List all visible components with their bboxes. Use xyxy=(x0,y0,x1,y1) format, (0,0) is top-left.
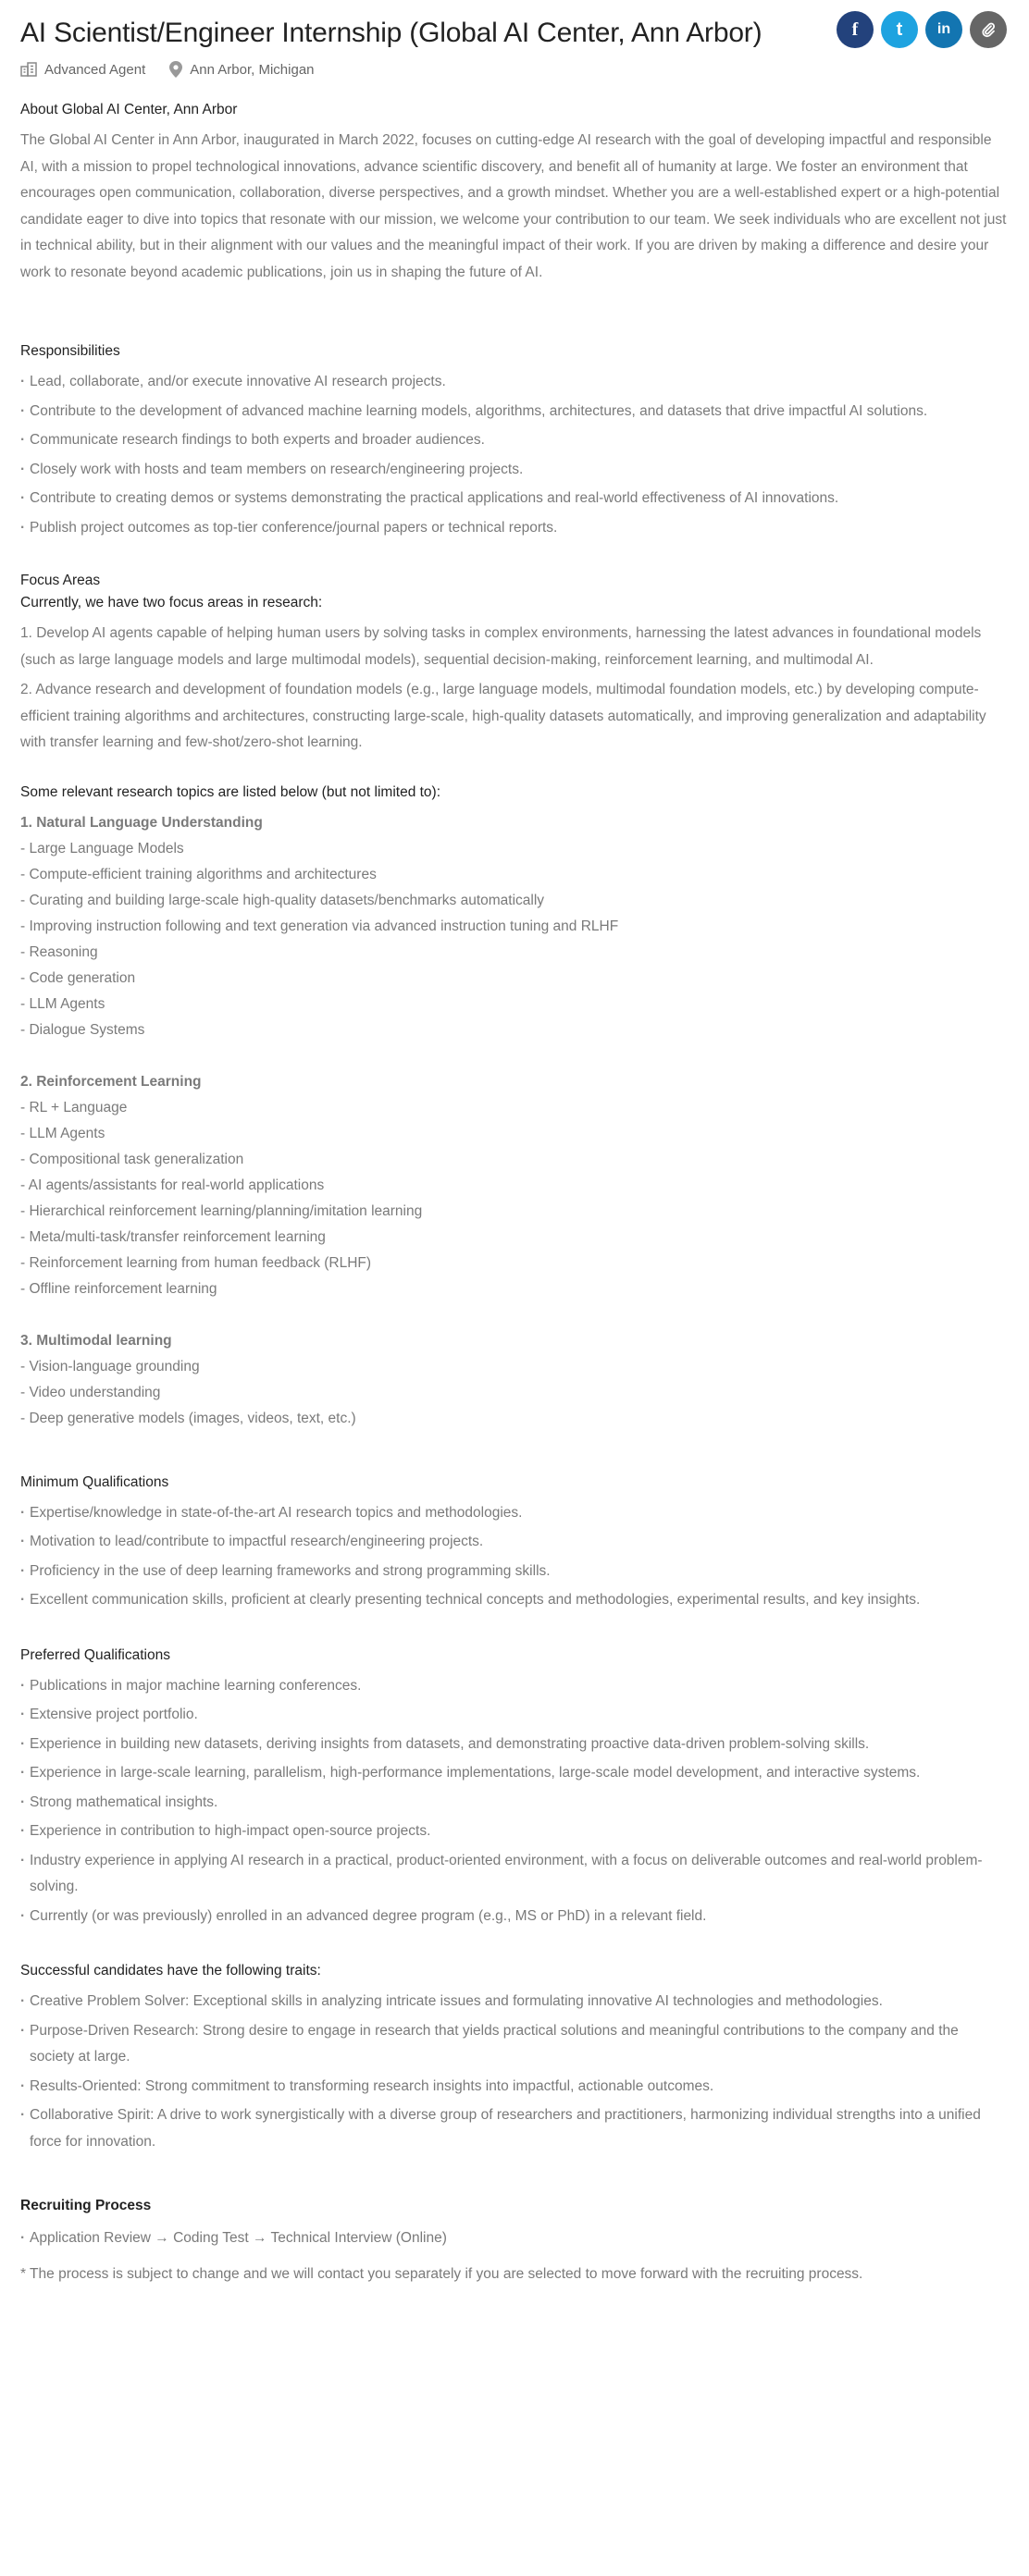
focus-title: Focus Areas xyxy=(20,573,101,588)
topic-item: - LLM Agents xyxy=(20,1125,105,1141)
about-body: The Global AI Center in Ann Arbor, inaugurated in March 2022, focuses on cutting-edge AI research with the goal of developing impactful and responsible AI, with a mission to propel technological innovations, advance scientific discovery, and benefit all of humanity at large. We foster an environment that encourages open communication, collaboration, diverse perspectives, and a growth mindset. Whether you are a well-established expert or a high-potential candidate eager to dive into topics that resonate with our mission, we welcome your contribution to our team. We seek individuals who are excellent not just in technical ability, but in their alignment with our values and the meaningful impact of their work. If you are driven by making a difference and desire your work to resonate beyond academic publications, join us in shaping the future of AI. xyxy=(20,132,1007,280)
focus-section xyxy=(20,571,1007,757)
list-item: · Publish project outcomes as top-tier conference/journal papers or technical reports. xyxy=(20,515,1007,542)
topic-item: - Meta/multi-task/transfer reinforcement learning xyxy=(20,1228,326,1245)
topic-item: - Curating and building large-scale high-quality datasets/benchmarks automatically xyxy=(20,892,545,908)
topic-item: - Deep generative models (images, videos, text, etc.) xyxy=(20,1410,356,1426)
topic-item: - Reinforcement learning from human feedback (RLHF) xyxy=(20,1254,372,1271)
job-category-label: Advanced Agent xyxy=(44,61,146,78)
list-item: · Application Review → Coding Test → Technical Interview (Online) xyxy=(20,2225,1007,2252)
linkedin-share-button[interactable] xyxy=(925,11,962,48)
list-item: · Purpose-Driven Research: Strong desire to engage in research that yields practical solutions and meaningful contributions to the company and the society at large. xyxy=(20,2018,1007,2071)
topic-item: - Reasoning xyxy=(20,943,98,960)
list-item: · Communicate research findings to both experts and broader audiences. xyxy=(20,427,1007,454)
list-item: · Currently (or was previously) enrolled in an advanced degree program (e.g., MS or PhD) in a relevant field. xyxy=(20,1904,1007,1930)
topic-group xyxy=(20,1328,1007,1432)
pref-qualifications-section xyxy=(20,1645,1007,1930)
facebook-share-button[interactable] xyxy=(837,11,874,48)
topic-group xyxy=(20,1069,1007,1302)
recruiting-note: * The process is subject to change and we will contact you separately if you are selected to move forward with the recruiting process. xyxy=(20,2265,863,2282)
min-qualifications-section xyxy=(20,1473,1007,1614)
list-item: · Creative Problem Solver: Exceptional skills in analyzing intricate issues and formulating innovative AI technologies and methodologies. xyxy=(20,1989,1007,2015)
list-item: · Strong mathematical insights. xyxy=(20,1790,1007,1817)
focus-item: 2. Advance research and development of foundation models (e.g., large language models, multimodal foundation models, etc.) by developing compute-efficient training algorithms and architectures, constructing large-scale, high-quality datasets automatically, and improving generalization and adaptability with transfer learning and few-shot/zero-shot learning. xyxy=(20,682,986,750)
topic-item: - Vision-language grounding xyxy=(20,1358,200,1374)
list-item: · Experience in contribution to high-impact open-source projects. xyxy=(20,1818,1007,1845)
twitter-share-button[interactable] xyxy=(881,11,918,48)
pref-qualifications-title: Preferred Qualifications xyxy=(20,1646,170,1663)
about-title: About Global AI Center, Ann Arbor xyxy=(20,102,238,117)
list-item: · Collaborative Spirit: A drive to work synergistically with a diverse group of researchers and practitioners, harmonizing individual strengths into a unified force for innovation. xyxy=(20,2102,1007,2155)
topic-group xyxy=(20,810,1007,1043)
list-item: · Experience in large-scale learning, parallelism, high-performance implementations, large-scale model development, and interactive systems. xyxy=(20,1760,1007,1787)
list-item: · Extensive project portfolio. xyxy=(20,1702,1007,1729)
linkedin-icon: in xyxy=(936,21,951,37)
facebook-icon: f xyxy=(851,18,859,40)
recruiting-steps xyxy=(20,2225,1007,2252)
min-qualifications-title: Minimum Qualifications xyxy=(20,1473,169,1490)
page-title: AI Scientist/Engineer Internship (Global AI Center, Ann Arbor) xyxy=(20,18,762,48)
pref-qualifications-list xyxy=(20,1673,1007,1930)
focus-intro: Currently, we have two focus areas in research: xyxy=(20,595,323,610)
building-icon xyxy=(20,62,37,77)
list-item: · Results-Oriented: Strong commitment to transforming research insights into impactful, actionable outcomes. xyxy=(20,2074,1007,2101)
list-item: · Motivation to lead/contribute to impactful research/engineering projects. xyxy=(20,1529,1007,1556)
list-item: · Contribute to creating demos or systems demonstrating the practical applications and real-world effectiveness of AI innovations. xyxy=(20,486,1007,512)
topic-item: - Improving instruction following and text generation via advanced instruction tuning and RLHF xyxy=(20,918,619,934)
recruiting-title: Recruiting Process xyxy=(20,2198,152,2213)
topic-item: - AI agents/assistants for real-world applications xyxy=(20,1177,325,1193)
paperclip-icon xyxy=(980,21,997,38)
topic-heading: 1. Natural Language Understanding xyxy=(20,814,263,831)
job-meta xyxy=(20,61,1007,78)
copy-link-button[interactable] xyxy=(970,11,1007,48)
list-item: · Proficiency in the use of deep learning frameworks and strong programming skills. xyxy=(20,1559,1007,1585)
twitter-icon: t xyxy=(896,18,903,40)
traits-section xyxy=(20,1961,1007,2155)
job-location-label: Ann Arbor, Michigan xyxy=(190,61,315,78)
recruiting-section xyxy=(20,2196,1007,2287)
list-item: · Experience in building new datasets, deriving insights from datasets, and demonstrating proactive data-driven problem-solving skills. xyxy=(20,1732,1007,1758)
share-buttons xyxy=(837,11,1007,48)
list-item: · Closely work with hosts and team members on research/engineering projects. xyxy=(20,457,1007,484)
topic-item: - Video understanding xyxy=(20,1384,161,1400)
list-item: · Expertise/knowledge in state-of-the-art AI research topics and methodologies. xyxy=(20,1500,1007,1527)
topics-intro: Some relevant research topics are listed below (but not limited to): xyxy=(20,783,441,800)
topic-item: - Compute-efficient training algorithms and architectures xyxy=(20,866,377,882)
list-item: · Contribute to the development of advanced machine learning models, algorithms, architectures, and datasets that drive impactful AI solutions. xyxy=(20,399,1007,425)
topics-section xyxy=(20,783,1007,1432)
topic-item: - RL + Language xyxy=(20,1099,128,1115)
focus-item: 1. Develop AI agents capable of helping human users by solving tasks in complex environments, harnessing the latest advances in foundational models (such as large language models and large multimodal models), sequential decision-making, reinforcement learning, and multimodal AI. xyxy=(20,625,982,668)
responsibilities-section xyxy=(20,341,1007,541)
topic-item: - LLM Agents xyxy=(20,995,105,1012)
min-qualifications-list xyxy=(20,1500,1007,1614)
responsibilities-list xyxy=(20,369,1007,541)
topic-item: - Large Language Models xyxy=(20,840,184,857)
topic-heading: 2. Reinforcement Learning xyxy=(20,1073,202,1090)
job-category xyxy=(20,62,145,78)
topic-item: - Code generation xyxy=(20,969,136,986)
list-item: · Publications in major machine learning conferences. xyxy=(20,1673,1007,1700)
topic-item: - Offline reinforcement learning xyxy=(20,1280,217,1297)
responsibilities-title: Responsibilities xyxy=(20,343,120,359)
topic-item: - Compositional task generalization xyxy=(20,1151,244,1167)
topic-item: - Hierarchical reinforcement learning/planning/imitation learning xyxy=(20,1202,423,1219)
location-pin-icon xyxy=(169,61,182,78)
traits-list xyxy=(20,1989,1007,2155)
about-section xyxy=(20,100,1007,286)
list-item: · Industry experience in applying AI research in a practical, product-oriented environment, with a focus on deliverable outcomes and real-world problem-solving. xyxy=(20,1848,1007,1901)
topic-item: - Dialogue Systems xyxy=(20,1021,145,1038)
list-item: · Excellent communication skills, proficient at clearly presenting technical concepts and methodologies, experimental results, and key insights. xyxy=(20,1587,1007,1614)
topic-heading: 3. Multimodal learning xyxy=(20,1332,172,1349)
job-header xyxy=(20,11,1007,52)
traits-title: Successful candidates have the following traits: xyxy=(20,1963,321,1978)
job-location xyxy=(169,61,314,78)
list-item: · Lead, collaborate, and/or execute innovative AI research projects. xyxy=(20,369,1007,396)
